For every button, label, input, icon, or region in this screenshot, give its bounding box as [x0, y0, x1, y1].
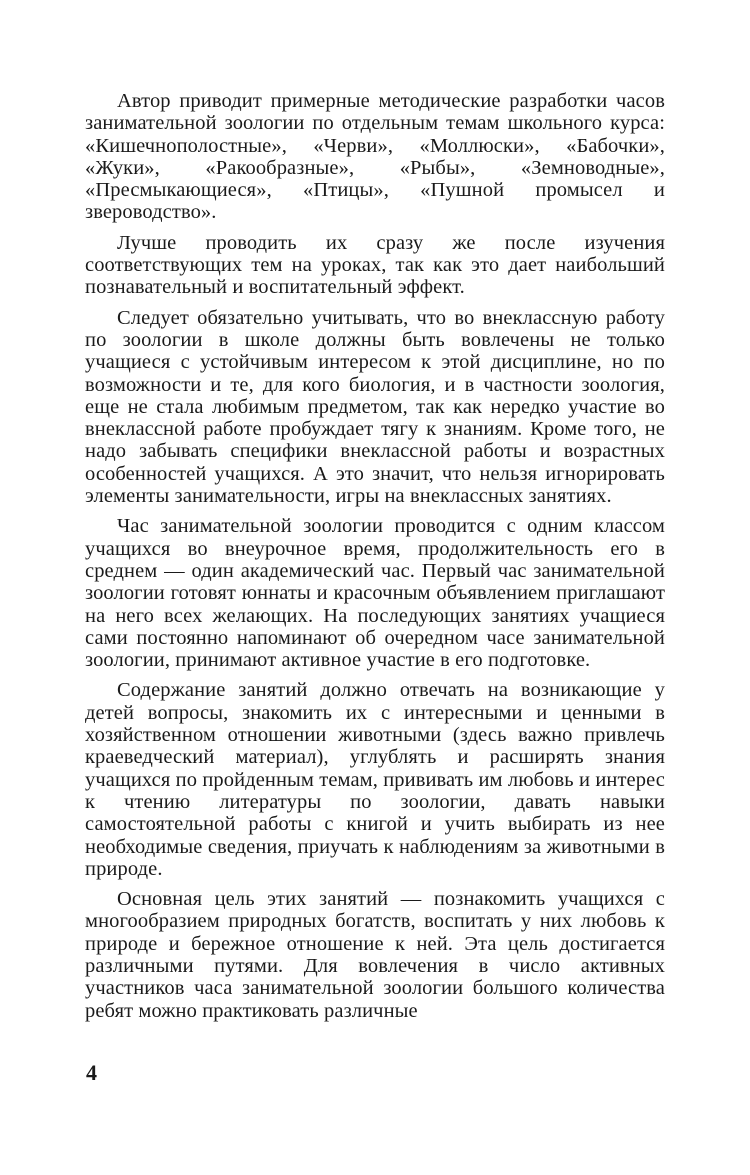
paragraph-3: Следует обязательно учитывать, что во внеклассную работу по зоологии в школе должны быть вовлечены не только учащиеся с устойчивым интересом к этой дисциплине, но по возможности и те, для кого биология, и в частности зоология, еще не стала любимым предметом, так как нередко участие во внеклассной работе пробуждает тягу к знаниям. Кроме того, не надо забывать специфики внеклассной работы и возрастных особенностей учащихся. А это значит, что нельзя игнорировать элементы занимательности, игры на внеклассных занятиях. — [85, 306, 665, 508]
paragraph-5: Содержание занятий должно отвечать на возникающие у детей вопросы, знакомить их с интересными и ценными в хозяйственном отношении животными (здесь важно привлечь краеведческий материал), углублять и расширять знания учащихся по пройденным темам, прививать им любовь и интерес к чтению литературы по зоологии, давать навыки самостоятельной работы с книгой и учить выбирать из нее необходимые сведения, приучать к наблюдениям за животными в природе. — [85, 679, 665, 880]
paragraph-4: Час занимательной зоологии проводится с одним классом учащихся во внеурочное время, продолжительность его в среднем — один академический час. Первый час занимательной зоологии готовят юннаты и красочным объявлением приглашают на него всех желающих. На последующих занятиях учащиеся сами постоянно напоминают об очередном часе занимательной зоологии, принимают активное участие в его подготовке. — [85, 515, 665, 672]
paragraph-1: Автор приводит примерные методические разработки часов занимательной зоологии по отдельным темам школьного курса: «Кишечнополостные», «Черви», «Моллюски», «Бабочки», «Жуки», «Ракообразные», «Рыбы», «Земноводные», «Пресмыкающиеся», «Птицы», «Пушной промысел и звероводство». — [85, 90, 665, 224]
paragraph-2: Лучше проводить их сразу же после изучения соответствующих тем на уроках, так как это дает наибольший познавательный и воспитательный эффект. — [85, 231, 665, 299]
page-number: 4 — [86, 1060, 97, 1085]
page-body — [85, 90, 665, 1030]
paragraph-6: Основная цель этих занятий — познакомить учащихся с многообразием природных богатств, воспитать у них любовь к природе и бережное отношение к ней. Эта цель достигается различными путями. Для вовлечения в число активных участников часа занимательной зоологии большого количества ребят можно практиковать различные — [85, 888, 665, 1022]
